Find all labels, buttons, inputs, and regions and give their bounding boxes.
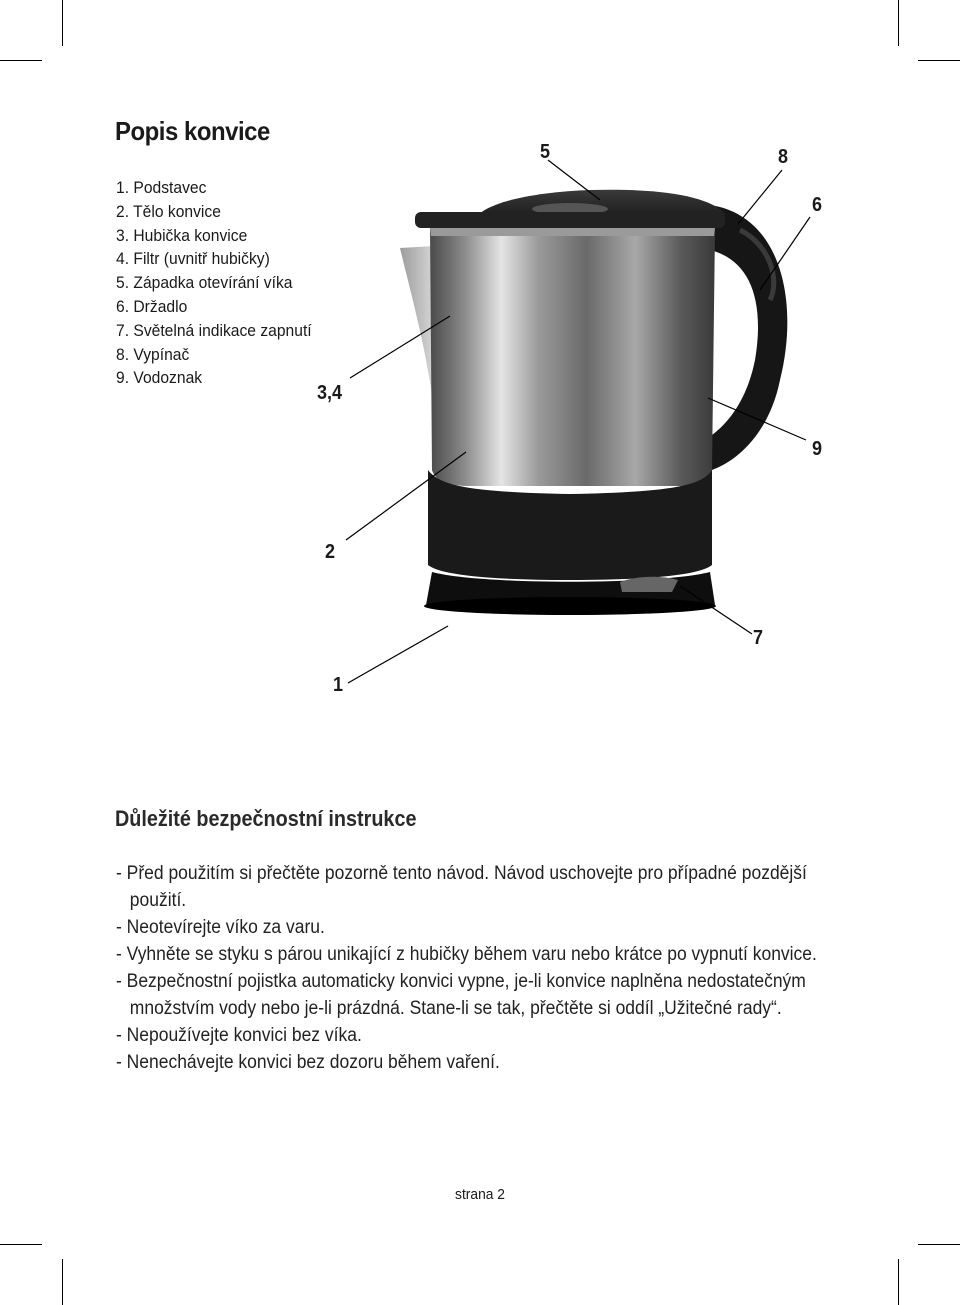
callout-5: 5 xyxy=(540,141,551,163)
parts-list xyxy=(116,176,312,390)
page-number: strana 2 xyxy=(455,1186,505,1203)
callout-1: 1 xyxy=(333,674,344,696)
list-item: 9. Vodoznak xyxy=(116,368,203,388)
kettle-diagram xyxy=(300,0,860,720)
leader-line-1 xyxy=(348,626,448,683)
callout-9: 9 xyxy=(812,438,823,460)
safety-instructions xyxy=(116,860,843,1076)
list-item: - Vyhněte se styku s párou unikající z hubičky během varu nebo krátce po vypnutí konvice. xyxy=(116,944,817,965)
crop-mark xyxy=(918,1244,960,1245)
list-item: 6. Držadlo xyxy=(116,296,188,316)
list-item: 2. Tělo konvice xyxy=(116,201,221,221)
list-item: 8. Vypínač xyxy=(116,344,190,364)
list-item: 5. Západka otevírání víka xyxy=(116,273,293,293)
list-item: - Před použitím si přečtěte pozorně tento návod. Návod uschovejte pro případné pozdější použití. xyxy=(116,863,807,911)
list-item: 7. Světelná indikace zapnutí xyxy=(116,320,312,340)
list-item: 3. Hubička konvice xyxy=(116,225,248,245)
list-item: - Nepoužívejte konvici bez víka. xyxy=(116,1025,362,1046)
crop-mark xyxy=(62,0,63,46)
list-item: 1. Podstavec xyxy=(116,178,207,197)
callout-8: 8 xyxy=(778,146,789,168)
leader-line-8 xyxy=(738,170,782,224)
kettle-illustration xyxy=(300,0,860,720)
list-item: 4. Filtr (uvnitř hubičky) xyxy=(116,249,270,269)
crop-mark xyxy=(918,60,960,61)
callout-3-4: 3,4 xyxy=(317,382,343,404)
callout-2: 2 xyxy=(325,541,336,563)
crop-mark xyxy=(898,0,899,46)
crop-mark xyxy=(898,1259,899,1305)
safety-heading: Důležité bezpečnostní instrukce xyxy=(115,806,417,831)
crop-mark xyxy=(0,1244,42,1245)
callout-6: 6 xyxy=(812,194,823,216)
callout-7: 7 xyxy=(753,627,764,649)
crop-mark xyxy=(0,60,42,61)
list-item: - Nenechávejte konvici bez dozoru během vaření. xyxy=(116,1052,500,1073)
crop-mark xyxy=(62,1259,63,1305)
list-item: - Bezpečnostní pojistka automaticky konvici vypne, je-li konvice naplněna nedostatečným množstvím vody nebo je-li prázdná. Stane-li se tak, přečtěte si oddíl „Užitečné rady“. xyxy=(116,971,806,1019)
list-item: - Neotevírejte víko za varu. xyxy=(116,917,325,938)
page-title: Popis konvice xyxy=(115,116,270,146)
